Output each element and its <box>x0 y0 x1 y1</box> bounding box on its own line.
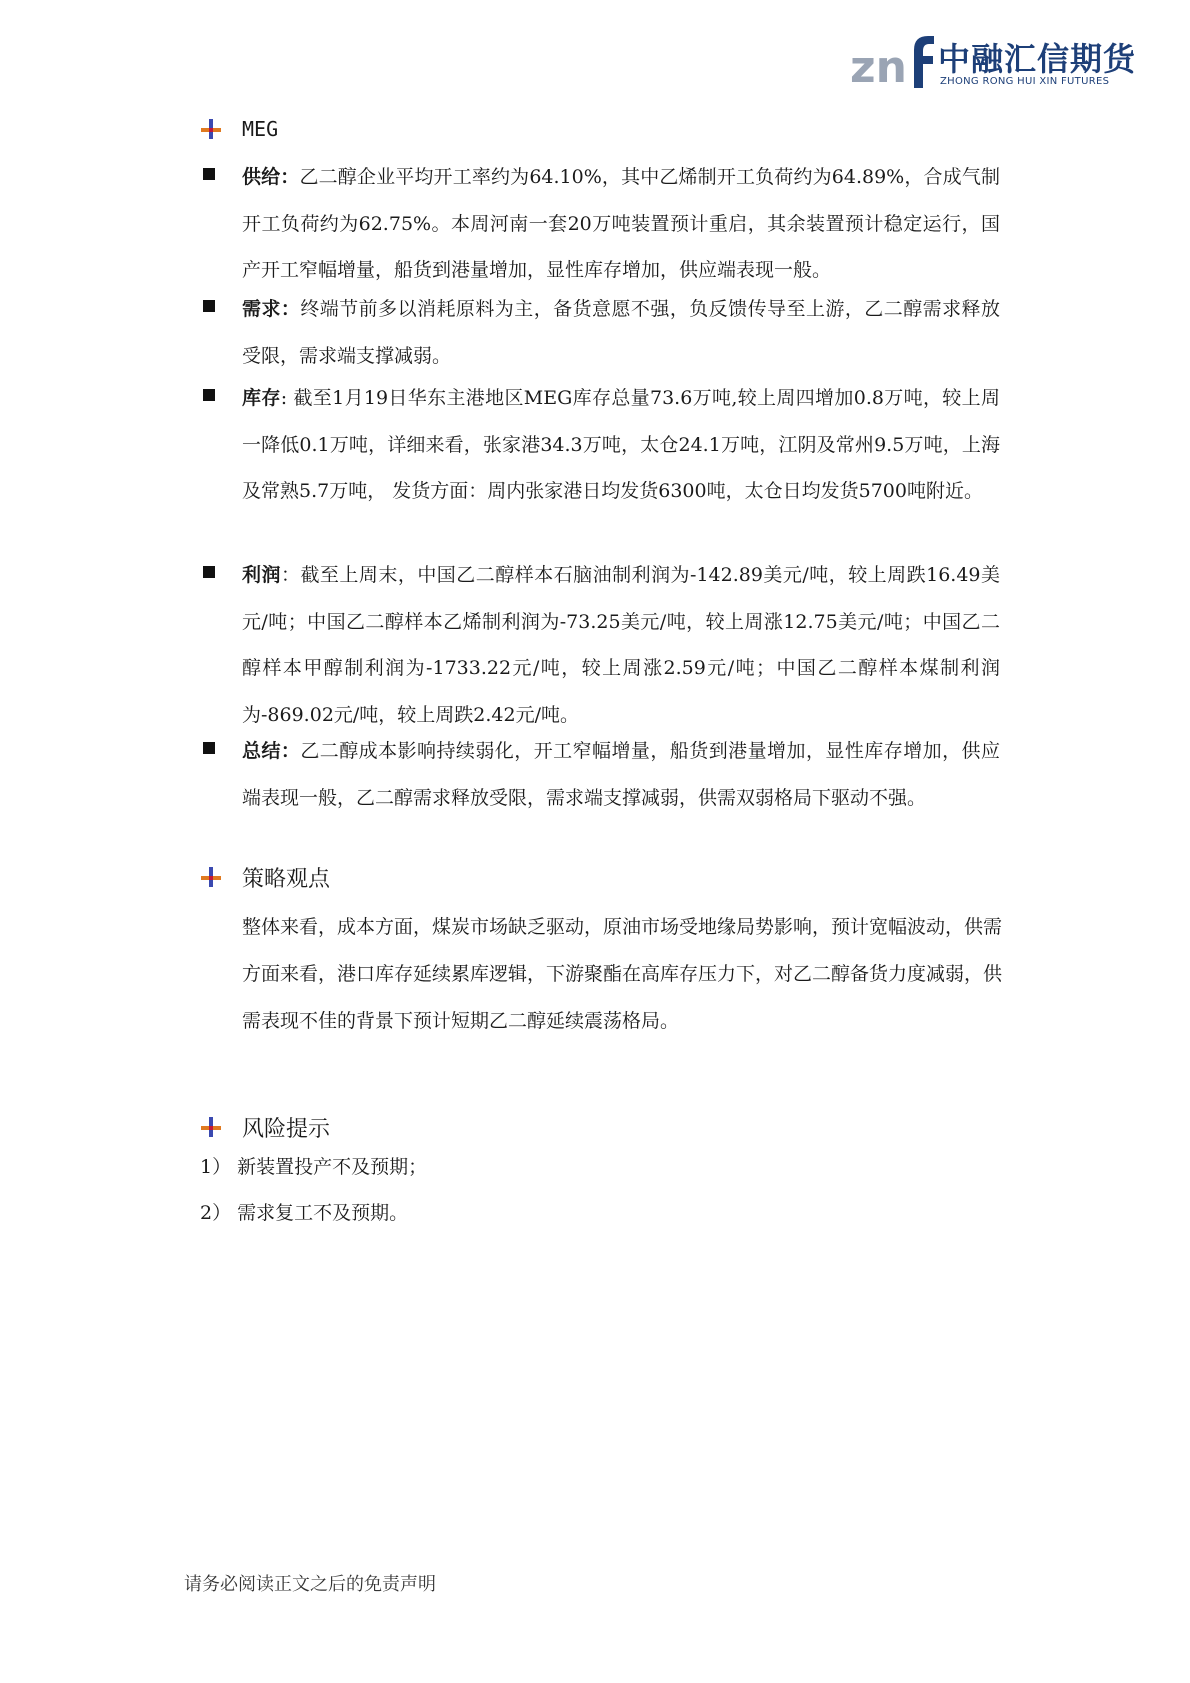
section-marker-icon <box>200 1116 222 1138</box>
bullet-profit <box>200 552 1000 738</box>
bullet-summary <box>200 728 1000 821</box>
bullet-text: 终端节前多以消耗原料为主，备货意愿不强，负反馈传导至上游，乙二醇需求释放受限，需求端支撑减弱。 <box>242 298 1000 367</box>
bullet-text: : 截至1月19日华东主港地区MEG库存总量73.6万吨,较上周四增加0.8万吨，较上周一降低0.1万吨，详细来看，张家港34.3万吨，太仓24.1万吨，江阴及常州9.5万吨，上海及常熟5.7万吨， 发货方面：周内张家港日均发货6300吨，太仓日均发货5700吨附近。 <box>242 387 1000 502</box>
bullet-label: 库存 <box>242 387 281 409</box>
section-title: 风险提示 <box>242 1116 331 1142</box>
bullet-text: 乙二醇企业平均开工率约为64.10%，其中乙烯制开工负荷约为64.89%，合成气制开工负荷约为62.75%。本周河南一套20万吨装置预计重启，其余装置预计稳定运行，国产开工窄幅增量，船货到港量增加，显性库存增加，供应端表现一般。 <box>242 166 1000 281</box>
bullet-text: ：截至上周末，中国乙二醇样本石脑油制利润为-142.89美元/吨，较上周跌16.49美元/吨；中国乙二醇样本乙烯制利润为-73.25美元/吨，较上周涨12.75美元/吨；中国乙二醇样本甲醇制利润为-1733.22元/吨，较上周涨2.59元/吨；中国乙二醇样本煤制利润为-869.02元/吨，较上周跌2.42元/吨。 <box>242 564 1000 726</box>
bullet-label: 需求： <box>242 298 301 320</box>
section-title: MEG <box>242 117 279 141</box>
bullet-label: 供给： <box>242 166 300 188</box>
section-header-strategy <box>200 862 330 892</box>
bullet-label: 总结： <box>242 740 301 762</box>
risk-item: 1） 新装置投产不及预期； <box>200 1156 428 1178</box>
bullet-square-icon <box>203 389 215 401</box>
company-logo <box>850 30 1137 94</box>
bullet-square-icon <box>203 566 215 578</box>
section-marker-icon <box>200 118 222 140</box>
bullet-square-icon <box>203 168 215 180</box>
bullet-text: 乙二醇成本影响持续弱化，开工窄幅增量，船货到港量增加，显性库存增加，供应端表现一般，乙二醇需求释放受限，需求端支撑减弱，供需双弱格局下驱动不强。 <box>242 740 1000 809</box>
logo-mark-icon <box>850 30 936 90</box>
strategy-paragraph: 整体来看，成本方面，煤炭市场缺乏驱动，原油市场受地缘局势影响，预计宽幅波动，供需方面来看，港口库存延续累库逻辑，下游聚酯在高库存压力下，对乙二醇备货力度减弱，供需表现不佳的背景下预计短期乙二醇延续震荡格局。 <box>242 916 1003 1032</box>
risk-item: 2） 需求复工不及预期。 <box>200 1202 409 1224</box>
logo-english-name: ZHONG RONG HUI XIN FUTURES <box>940 76 1110 87</box>
bullet-square-icon <box>203 742 215 754</box>
disclaimer-footer: 请务必阅读正文之后的免责声明 <box>184 1574 436 1595</box>
section-header-meg <box>200 114 278 144</box>
bullet-label: 利润 <box>242 564 281 586</box>
section-header-risk <box>200 1112 330 1142</box>
bullet-inventory <box>200 375 1000 515</box>
section-marker-icon <box>200 866 222 888</box>
bullet-supply <box>200 154 1000 294</box>
bullet-demand <box>200 286 1000 379</box>
logo-chinese-name: 中融汇信期货 <box>938 40 1137 78</box>
section-title: 策略观点 <box>242 866 331 892</box>
bullet-square-icon <box>203 300 215 312</box>
svg-text:zn: zn <box>850 42 907 90</box>
